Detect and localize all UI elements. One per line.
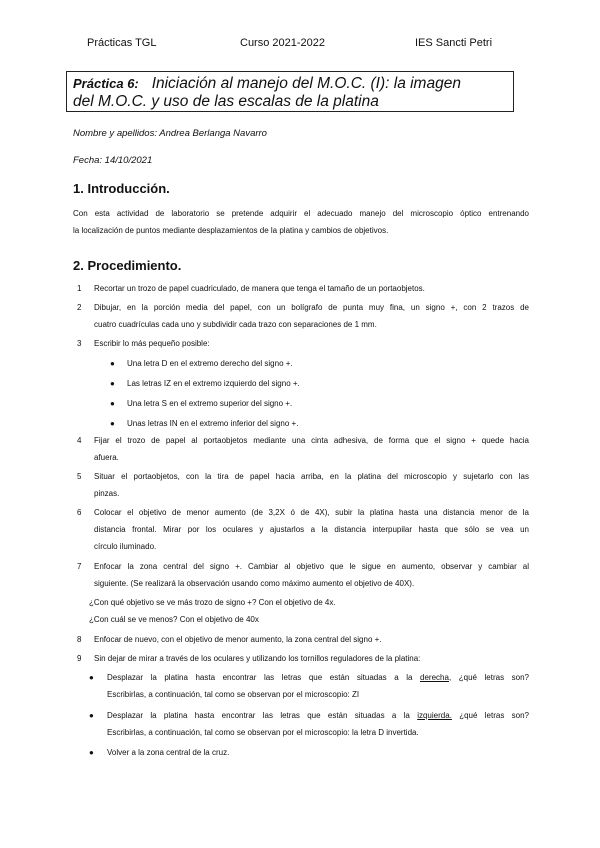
list-item [89,669,529,703]
student-name: Nombre y apellidos: Andrea Berlanga Navarro [73,128,267,139]
intro-line-1: Con esta actividad de laboratorio se pretende adquirir el adecuado manejo del microscopio óptico entrenando [73,209,529,218]
bullet-icon: ● [110,419,115,428]
bullet-icon: ● [110,379,115,388]
step-number: 9 [77,654,82,663]
title-prefix: Práctica 6: [73,76,139,91]
step-line: Fijar el trozo de papel al portaobjetos mediante una cinta adhesiva, de forma que el signo + quede hacia [94,436,529,445]
step-line: Escribir lo más pequeño posible: [94,339,210,348]
bullet-icon: ● [110,399,115,408]
title-box [66,71,514,112]
step-4 [73,432,529,466]
step-number: 7 [77,562,82,571]
bullet-icon: ● [89,748,94,757]
bullet-icon: ● [89,711,94,720]
title-line-2: del M.O.C. y uso de las escalas de la platina [73,93,379,110]
section-heading-procedure: 2. Procedimiento. [73,258,182,273]
intro-line-2: la localización de puntos mediante desplazamientos de la platina y cambios de objetivos. [73,226,389,235]
step-6 [73,504,529,555]
date-field: Fecha: 14/10/2021 [73,155,153,166]
title-text-1: Iniciación al manejo del M.O.C. (I): la imagen [151,75,461,92]
step-line: Recortar un trozo de papel cuadriculado, de manera que tenga el tamaño de un portaobjetos. [94,284,425,293]
step-8 [73,631,529,648]
step-line: siguiente. (Se realizará la observación usando como máximo aumento el objetivo de 40X). [94,579,415,588]
header-school: IES Sancti Petri [415,37,493,49]
step-line: pinzas. [94,489,120,498]
step-number: 4 [77,436,82,445]
step-number: 8 [77,635,82,644]
list-item-line: Volver a la zona central de la cruz. [107,748,230,757]
step-line: Dibujar, en la porción media del papel, con un bolígrafo de punta muy fina, un signo +, con 2 trazos de [94,303,529,312]
list-item-line: Escribirlas, a continuación, tal como se observan por el microscopio: ZI [107,690,360,699]
step-number: 5 [77,472,82,481]
intro-paragraph [73,205,529,239]
list-item-text: Una letra D en el extremo derecho del signo +. [127,359,293,368]
step-9 [73,650,529,667]
step-number: 2 [77,303,82,312]
header-course-name: Prácticas TGL [87,37,157,49]
step-line: Enfocar la zona central del signo +. Cambiar al objetivo que le sigue en aumento, observar y cambiar al [94,562,529,571]
step-number: 6 [77,508,82,517]
list-item-text: ¿qué letras son? [451,711,529,720]
step-3 [73,335,529,352]
step-line: círculo iluminado. [94,542,157,551]
underlined-word: izquierda. [417,711,452,720]
question-2: ¿Con cuál se ve menos? Con el objetivo de 40x [89,615,259,624]
step-line: Enfocar de nuevo, con el objetivo de menor aumento, la zona central del signo +. [94,635,382,644]
step-number: 3 [77,339,82,348]
list-item-line: Escribirlas, a continuación, tal como se observan por el microscopio: la letra D invertida. [107,728,419,737]
title-line-1 [73,74,513,93]
step-2 [73,299,529,333]
list-item-line [107,669,529,686]
step-line: distancia frontal. Mirar por los oculares y ajustarlos a la distancia interpupilar hasta que sólo se vea un [94,525,529,534]
bullet-icon: ● [89,673,94,682]
list-item [89,707,529,741]
step-number: 1 [77,284,82,293]
step-7 [73,558,529,592]
step-line: Sin dejar de mirar a través de los oculares y utilizando los tornillos reguladores de la platina: [94,654,421,663]
step-line: afuera. [94,453,119,462]
underlined-word: derecha [420,673,449,682]
list-item-line [107,707,529,724]
list-item-text: Una letra S en el extremo superior del signo +. [127,399,293,408]
question-1: ¿Con qué objetivo se ve más trozo de signo +? Con el objetivo de 4x. [89,598,336,607]
header-school-year: Curso 2021-2022 [240,37,326,49]
list-item-text: , ¿qué letras son? [448,673,529,682]
section-heading-intro: 1. Introducción. [73,181,170,196]
list-item [89,744,529,761]
step-line: cuatro cuadrículas cada uno y subdividir cada trazo con separaciones de 1 mm. [94,320,377,329]
step-1 [73,280,529,297]
list-item-text: Unas letras IN en el extremo inferior del signo +. [127,419,299,428]
step-line: Colocar el objetivo de menor aumento (de 3,2X ó de 4X), subir la platina hasta una distancia menor de la [94,508,529,517]
step-line: Situar el portaobjetos, con la tira de papel hacia arriba, en la platina del microscopio y sujetarlo con las [94,472,529,481]
list-item-text: Desplazar la platina hasta encontrar las letras que están situadas a la [107,673,421,682]
list-item-text: Las letras IZ en el extremo izquierdo del signo +. [127,379,300,388]
step-5 [73,468,529,502]
list-item-text: Desplazar la platina hasta encontrar las letras que están situadas a la [107,711,418,720]
bullet-icon: ● [110,359,115,368]
